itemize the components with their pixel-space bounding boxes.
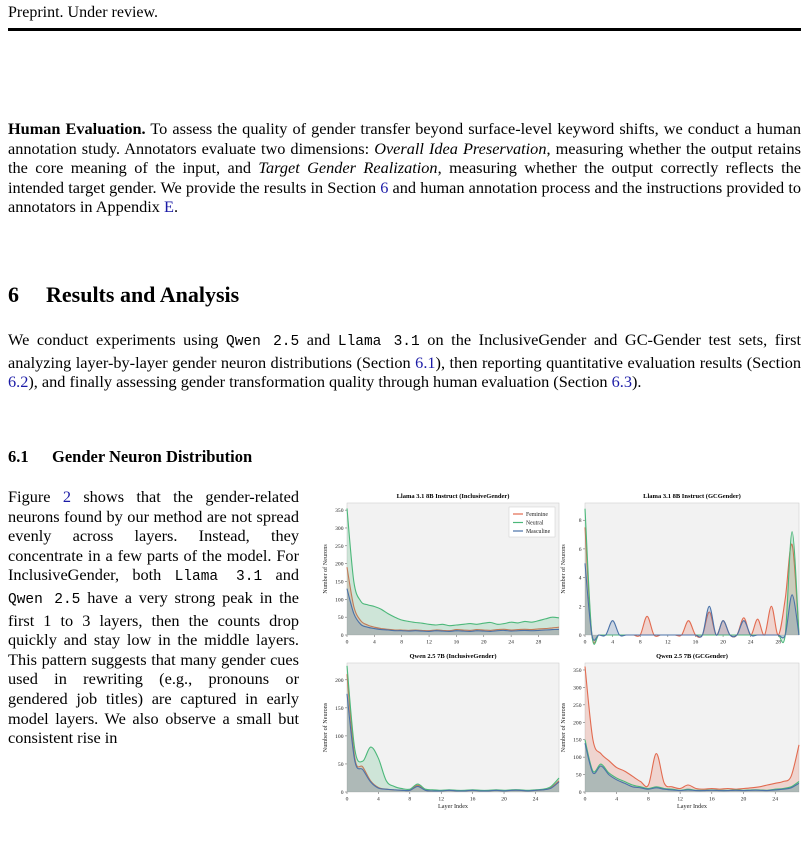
x-tick-label: 8: [638, 639, 642, 646]
x-tick-label: 24: [508, 639, 514, 646]
x-tick-label: 8: [408, 796, 412, 803]
section-number: 6: [8, 282, 19, 307]
chart-title: Qwen 2.5 7B (InclusiveGender): [409, 653, 497, 660]
chart-panel-1: [322, 493, 559, 646]
subsection-heading: [8, 447, 252, 467]
appendix-e-link[interactable]: E: [164, 197, 174, 217]
y-tick-label: 6: [578, 546, 582, 553]
figure-2-link[interactable]: 2: [62, 487, 71, 506]
x-tick-label: 4: [615, 796, 619, 803]
y-tick-label: 50: [575, 772, 582, 779]
y-axis-label: Number of Neurons: [322, 702, 329, 753]
x-tick-label: 20: [480, 639, 487, 646]
y-tick-label: 150: [573, 737, 582, 744]
x-tick-label: 28: [535, 639, 542, 646]
y-tick-label: 100: [573, 755, 582, 762]
section-6-3-link[interactable]: 6.3: [611, 372, 632, 392]
legend-label: Feminine: [526, 512, 548, 518]
text-run: , measuring whether the output retains the core meaning of the input, and: [8, 138, 801, 178]
y-axis-label: Number of Neurons: [560, 544, 567, 594]
y-tick-label: 50: [337, 761, 344, 768]
y-tick-label: 250: [335, 543, 344, 550]
text-run: and: [262, 565, 299, 585]
legend-label: Masculine: [526, 529, 551, 535]
x-tick-label: 24: [747, 639, 754, 646]
text-run: To assess the quality of gender transfer beyond surface-level keyword shifts, we conduct a human annotation study. Annotators evaluate two dimensions:: [8, 119, 801, 158]
plot-area: [585, 503, 799, 635]
legend-label: Neutral: [526, 520, 544, 527]
y-tick-label: 300: [573, 685, 582, 692]
x-tick-label: 28: [775, 639, 782, 646]
results-paragraph: [8, 330, 801, 392]
y-tick-label: 250: [573, 702, 582, 709]
x-tick-label: 8: [647, 796, 650, 803]
text-run: and human annotation process and the instructions provided to annotators in Appendix: [8, 177, 801, 217]
header-rule: [8, 28, 801, 31]
x-tick-label: 0: [583, 639, 587, 646]
x-tick-label: 24: [772, 796, 779, 803]
text-run: Figure: [8, 487, 63, 506]
text-run: ), and finally assessing gender transformation quality through human evaluation (Section: [28, 372, 612, 392]
preprint-header: Preprint. Under review.: [8, 4, 159, 21]
y-tick-label: 350: [573, 667, 582, 674]
x-tick-label: 24: [532, 796, 539, 803]
distribution-paragraph: [8, 487, 299, 748]
y-tick-label: 100: [335, 597, 344, 604]
text-run: and: [299, 330, 338, 349]
chart-panel-3: [322, 653, 559, 810]
y-tick-label: 200: [335, 561, 344, 568]
x-tick-label: 12: [665, 639, 671, 646]
x-tick-label: 16: [453, 639, 460, 646]
y-tick-label: 0: [578, 633, 582, 639]
section-6-link[interactable]: 6: [380, 177, 389, 197]
section-6-2-link[interactable]: 6.2: [8, 372, 29, 392]
code-llama: Llama 3.1: [174, 569, 263, 586]
y-tick-label: 0: [340, 633, 344, 639]
y-tick-label: 8: [578, 518, 582, 525]
text-run: , measuring whether the output correctly reflects the intended target gender. We provide the results in Section: [8, 158, 801, 197]
x-tick-label: 8: [400, 639, 404, 646]
text-run: We conduct experiments using: [8, 330, 227, 349]
section-6-1-link[interactable]: 6.1: [415, 352, 436, 372]
x-tick-label: 0: [345, 796, 349, 803]
section-title: Results and Analysis: [46, 282, 240, 307]
x-tick-label: 12: [426, 639, 432, 646]
y-axis-label: Number of Neurons: [322, 544, 329, 594]
text-run: shows that the gender-related neurons found by our method are not spread evenly across layers. Instead, they concentrate in a few parts of the model. For InclusiveGender, both: [8, 487, 299, 585]
figure-2-svg: [310, 484, 809, 841]
x-tick-label: 4: [611, 639, 615, 646]
x-axis-label: Layer Index: [676, 803, 708, 810]
code-llama: Llama 3.1: [337, 334, 420, 350]
term-overall-idea-preservation: Overall Idea Preservation: [374, 138, 547, 158]
y-tick-label: 100: [335, 733, 344, 740]
legend: [509, 507, 555, 537]
y-tick-label: 200: [573, 720, 582, 727]
human-eval-lead: Human Evaluation.: [8, 119, 146, 138]
section-heading: [8, 282, 239, 308]
x-tick-label: 4: [372, 639, 376, 646]
y-tick-label: 150: [335, 579, 344, 586]
x-tick-label: 20: [740, 796, 747, 803]
text-run: ), then reporting quantitative evaluation results (Section: [435, 352, 801, 372]
chart-panel-4: [560, 653, 799, 810]
chart-title: Llama 3.1 8B Instruct (GCGender): [643, 493, 741, 500]
text-run: on the InclusiveGender and GC-Gender test sets, first analyzing layer-by-layer gender neuron distributions (Section: [8, 330, 801, 372]
y-tick-label: 2: [578, 604, 582, 611]
chart-title: Llama 3.1 8B Instruct (InclusiveGender): [396, 493, 510, 500]
chart-panel-2: [560, 493, 799, 646]
y-tick-label: 0: [578, 790, 582, 796]
y-tick-label: 200: [335, 677, 344, 684]
figure-2: [310, 484, 809, 841]
x-tick-label: 20: [501, 796, 507, 803]
code-qwen: Qwen 2.5: [226, 334, 300, 350]
x-tick-label: 20: [720, 639, 726, 646]
x-tick-label: 12: [438, 796, 445, 803]
y-tick-label: 4: [578, 575, 582, 582]
term-target-gender-realization: Target Gender Realization: [258, 158, 438, 178]
text-run: .: [173, 197, 179, 217]
x-tick-label: 12: [677, 796, 683, 803]
code-qwen: Qwen 2.5: [8, 591, 81, 608]
x-tick-label: 16: [469, 796, 476, 803]
x-tick-label: 16: [709, 796, 715, 803]
x-tick-label: 4: [377, 796, 380, 803]
x-tick-label: 0: [583, 796, 587, 803]
y-axis-label: Number of Neurons: [560, 702, 567, 753]
y-tick-label: 0: [340, 790, 344, 796]
text-run: ).: [632, 372, 642, 392]
subsection-title: Gender Neuron Distribution: [52, 447, 253, 466]
x-tick-label: 0: [345, 639, 349, 646]
subsection-number: 6.1: [8, 447, 29, 466]
y-tick-label: 350: [335, 508, 344, 515]
y-tick-label: 50: [337, 615, 344, 622]
chart-title: Qwen 2.5 7B (GCGender): [656, 653, 728, 660]
y-tick-label: 300: [335, 525, 344, 532]
x-axis-label: Layer Index: [437, 803, 469, 810]
text-run: have a very strong peak in the first 1 to 3 layers, then the counts drop quickly and stay low in the middle layers. This pattern suggests that many gender cues used in rewriting (e.g., pronouns or gendered job titles) are captured in early model layers. We also observe a small but consistent rise in: [8, 587, 299, 748]
y-tick-label: 150: [335, 705, 344, 712]
human-evaluation-paragraph: [8, 119, 801, 217]
x-tick-label: 16: [692, 639, 699, 646]
